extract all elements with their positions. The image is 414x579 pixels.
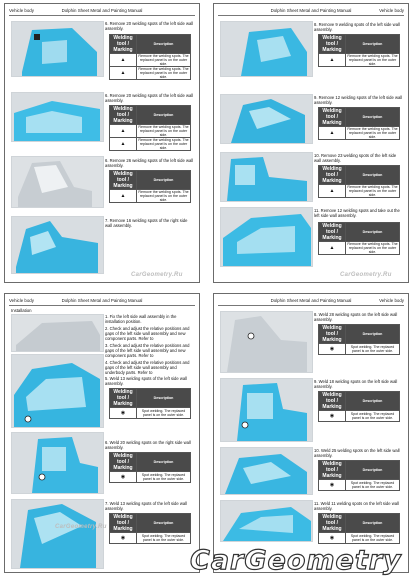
- spot-weld-icon: ◉: [319, 411, 346, 422]
- body-diagram-image: [220, 152, 313, 202]
- header-center: Dolphin Sheet Metal and Painting Manual: [61, 298, 143, 303]
- spot-weld-icon: ◉: [319, 533, 346, 544]
- table-header-tool: Welding tool / Marking: [110, 35, 137, 54]
- table-header-tool: Welding tool / Marking: [319, 514, 346, 533]
- weld-table: [109, 34, 191, 80]
- manual-page-top-left: [4, 3, 200, 283]
- remark-cell: Remove the welding spots. The replaced panel is on the outer side.: [347, 242, 398, 254]
- step-text: 11. Weld 11 welding spots on the left side wall assembly.: [314, 501, 399, 511]
- weld-table: [318, 107, 400, 140]
- remark-cell: Remove the welding spots. The replaced panel is on the outer side.: [347, 127, 398, 139]
- remark-cell: Remove the welding spots. The replaced panel is on the outer side.: [138, 190, 189, 202]
- remark-cell: Remove the welding spots. The replaced panel is on the outer side.: [138, 54, 189, 66]
- weld-table: [109, 388, 191, 419]
- spot-weld-icon: ◉: [110, 408, 137, 419]
- body-diagram-image: [220, 94, 313, 144]
- step-text: 9. Weld 18 welding spots on the left side wall assembly.: [314, 379, 398, 389]
- spot-weld-cell: Spot welding. The replaced panel is on the outer side.: [346, 411, 400, 422]
- table-header-description: Description: [346, 223, 400, 242]
- spot-weld-icon: ◉: [110, 472, 137, 483]
- table-header-tool: Welding tool / Marking: [110, 171, 137, 190]
- watermark: CarGeometry.Ru: [55, 524, 107, 530]
- table-header-tool: Welding tool / Marking: [110, 453, 137, 472]
- watermark: CarGeometry.Ru: [131, 272, 183, 278]
- warning-icon: ▲: [110, 138, 137, 151]
- weld-table: [109, 170, 191, 203]
- body-diagram-image: [11, 156, 104, 208]
- table-header-tool: Welding tool / Marking: [319, 461, 346, 480]
- weld-table: [318, 513, 400, 544]
- table-header-tool: Welding tool / Marking: [319, 392, 346, 411]
- header-center: Dolphin Sheet Metal and Painting Manual: [270, 298, 352, 303]
- warning-icon: ▲: [319, 54, 346, 67]
- table-header-description: Description: [346, 35, 400, 54]
- step-text: 7. Weld 13 welding spots of the left side wall assembly.: [105, 501, 188, 511]
- step-text: 3. Check and adjust the relative positions and gaps of the left side wall assembly and new component parts. Refer to: [105, 343, 190, 358]
- warning-icon: ▲: [110, 67, 137, 80]
- step-text: 1. Fix the left side wall assembly in the installation position.: [105, 314, 177, 324]
- page-header: [9, 297, 195, 306]
- header-right: Vehicle body: [379, 298, 404, 303]
- watermark-large: CarGeometry: [190, 545, 402, 576]
- step-text: 4. Check and adjust the relative positions and gaps of the left side wall assembly and underbody parts. Refer to: [105, 360, 190, 375]
- header-center: Dolphin Sheet Metal and Painting Manual: [61, 8, 143, 13]
- step-text: 8. Weld 28 welding spots on the left side wall assembly.: [314, 312, 398, 322]
- step-text: 10. Weld 25 welding spots on the left side wall assembly.: [314, 448, 400, 458]
- table-header-description: Description: [137, 514, 191, 533]
- body-diagram-image: [220, 447, 313, 495]
- spot-weld-cell: Spot welding. The replaced panel is on the outer side.: [137, 408, 191, 419]
- step-text: 9. Remove 12 welding spots of the left side wall assembly.: [314, 95, 403, 105]
- body-diagram-image: [11, 314, 104, 352]
- warning-icon: ▲: [110, 125, 137, 138]
- spot-weld-icon: ◉: [319, 480, 346, 491]
- body-diagram-image: [11, 92, 104, 142]
- warning-icon: ▲: [110, 190, 137, 203]
- warning-icon: ▲: [110, 54, 137, 67]
- page-header: [218, 297, 404, 306]
- step-text: 6. Remove 20 welding spots of the left side wall assembly.: [105, 21, 194, 31]
- manual-page-top-right: [213, 3, 409, 283]
- table-header-tool: Welding tool / Marking: [319, 108, 346, 127]
- table-header-description: Description: [137, 106, 191, 125]
- weld-table: [318, 222, 400, 255]
- spot-weld-icon: ◉: [319, 344, 346, 355]
- step-text: 6. Remove 26 welding spots of the left side wall assembly.: [105, 158, 194, 168]
- remark-cell: Remove the welding spots. The replaced panel is on the outer side.: [138, 125, 189, 137]
- body-diagram-image: [11, 499, 104, 569]
- step-text: 6. Remove 20 welding spots of the left side wall assembly.: [105, 93, 194, 103]
- step-text: 8. Remove 9 welding spots of the left side wall assembly.: [314, 22, 400, 32]
- weld-table: [318, 165, 400, 198]
- step-text: 5. Weld 13 welding spots of the left side wall assembly.: [105, 376, 188, 386]
- spot-weld-icon: ◉: [110, 533, 137, 544]
- weld-table: [318, 324, 400, 355]
- body-diagram-image: [220, 207, 313, 267]
- spot-weld-cell: Spot welding. The replaced panel is on the outer side.: [346, 533, 400, 544]
- weld-table: [318, 460, 400, 491]
- table-header-tool: Welding tool / Marking: [110, 389, 137, 408]
- table-header-tool: Welding tool / Marking: [110, 106, 137, 125]
- remark-cell: Remove the welding spots. The replaced panel is on the outer side.: [138, 138, 189, 150]
- body-diagram-image: [11, 216, 104, 274]
- weld-table: [109, 513, 191, 544]
- weld-table: [318, 391, 400, 422]
- table-header-tool: Welding tool / Marking: [319, 325, 346, 344]
- table-header-description: Description: [346, 514, 400, 533]
- step-text: 7. Remove 16 welding spots of the right side wall assembly.: [105, 218, 188, 228]
- table-header-description: Description: [346, 108, 400, 127]
- spot-weld-cell: Spot welding. The replaced panel is on the outer side.: [137, 472, 191, 483]
- spot-weld-cell: Spot welding. The replaced panel is on the outer side.: [346, 344, 400, 355]
- table-header-description: Description: [137, 453, 191, 472]
- warning-icon: ▲: [319, 127, 346, 140]
- table-header-tool: Welding tool / Marking: [319, 35, 346, 54]
- weld-table: [109, 452, 191, 483]
- step-text: 11. Remove 12 welding spots and take out the left side wall assembly.: [314, 208, 400, 218]
- page-header: [9, 7, 195, 16]
- body-diagram-image: [220, 311, 313, 373]
- body-diagram-image: [220, 21, 313, 77]
- section-title: Installation: [11, 308, 32, 313]
- body-diagram-image: [11, 21, 104, 77]
- step-text: 6. Weld 20 welding spots on the right side wall assembly.: [105, 440, 191, 450]
- spot-weld-cell: Spot welding. The replaced panel is on the outer side.: [346, 480, 400, 491]
- body-diagram-image: [11, 354, 104, 428]
- table-header-description: Description: [346, 325, 400, 344]
- body-diagram-image: [220, 378, 313, 442]
- weld-table: [109, 105, 191, 151]
- page-header: [218, 7, 404, 16]
- step-text: 2. Check and adjust the relative positions and gaps of the left side wall assembly and new component parts. Refer to: [105, 326, 190, 341]
- remark-cell: Remove the welding spots. The replaced panel is on the outer side.: [347, 185, 398, 197]
- table-header-description: Description: [346, 166, 400, 185]
- table-header-tool: Welding tool / Marking: [319, 223, 346, 242]
- table-header-tool: Welding tool / Marking: [110, 514, 137, 533]
- remark-cell: Remove the welding spots. The replaced panel is on the outer side.: [347, 54, 398, 66]
- remark-cell: Remove the welding spots. The replaced panel is on the outer side.: [138, 67, 189, 79]
- table-header-description: Description: [346, 392, 400, 411]
- header-right: Vehicle body: [379, 8, 404, 13]
- weld-table: [318, 34, 400, 67]
- table-header-description: Description: [137, 171, 191, 190]
- spot-weld-cell: Spot welding. The replaced panel is on the outer side.: [137, 533, 191, 544]
- table-header-description: Description: [137, 389, 191, 408]
- manual-page-bottom-right: [213, 293, 409, 573]
- watermark: CarGeometry.Ru: [340, 272, 392, 278]
- warning-icon: ▲: [319, 185, 346, 198]
- table-header-tool: Welding tool / Marking: [319, 166, 346, 185]
- manual-page-bottom-left: [4, 293, 200, 573]
- table-header-description: Description: [137, 35, 191, 54]
- body-diagram-image: [11, 432, 104, 494]
- header-left: Vehicle body: [9, 298, 34, 303]
- header-center: Dolphin Sheet Metal and Painting Manual: [270, 8, 352, 13]
- warning-icon: ▲: [319, 242, 346, 255]
- header-left: Vehicle body: [9, 8, 34, 13]
- body-diagram-image: [220, 500, 313, 542]
- step-text: 10. Remove 23 welding spots of the left side wall assembly.: [314, 153, 397, 163]
- table-header-description: Description: [346, 461, 400, 480]
